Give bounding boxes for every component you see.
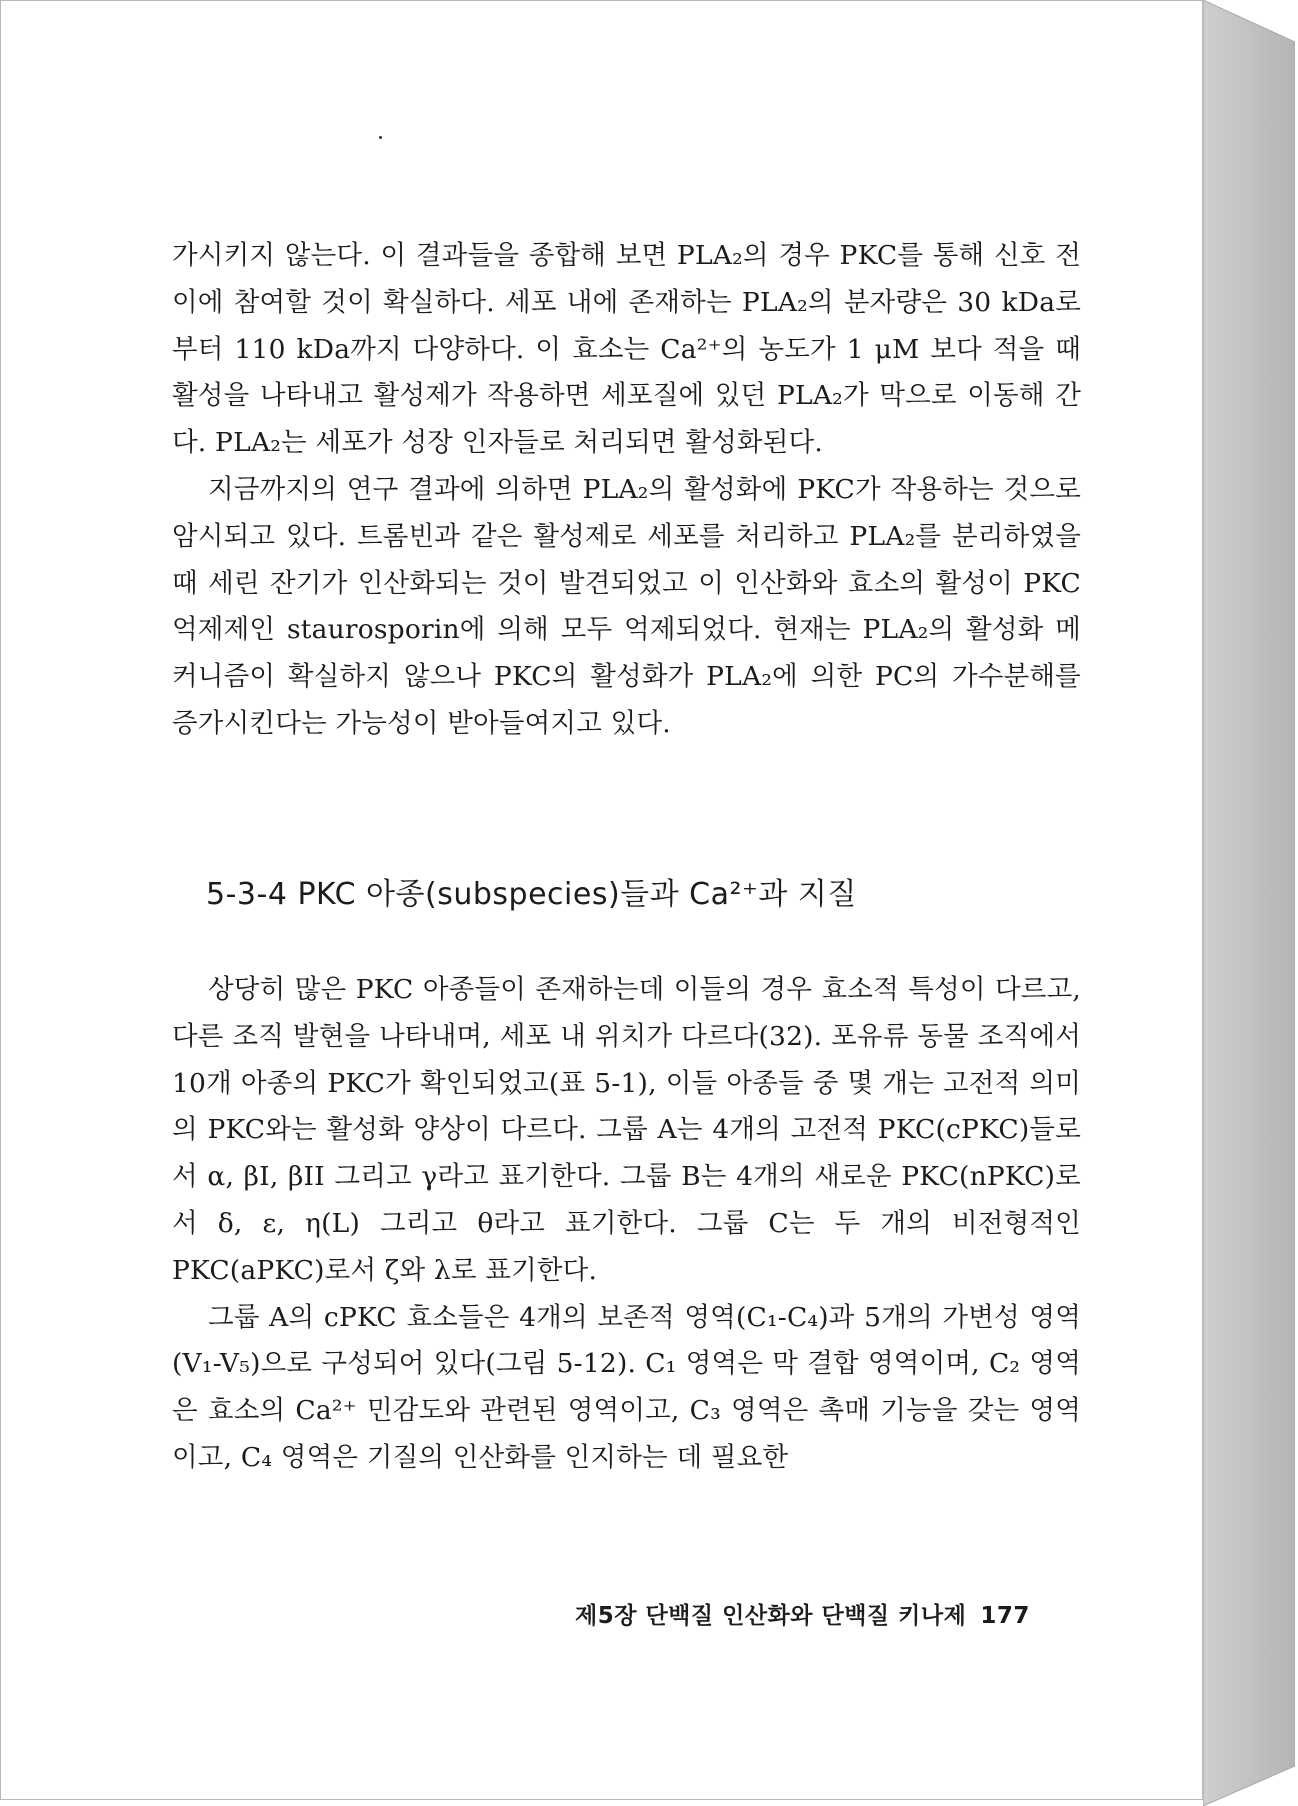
paragraph-cpkc-domains: 그룹 A의 cPKC 효소들은 4개의 보존적 영역(C₁-C₄)과 5개의 가변성 영역(V₁-V₅)으로 구성되어 있다(그림 5-12). C₁ 영역은 막 결합 영역이며, C₂ 영역은 효소의 Ca²⁺ 민감도와 관련된 영역이고, C₃ 영역은 촉매 기능을 갖는 영역이고, C₄ 영역은 기질의 인산화를 인지하는 데 필요한: [172, 1301, 1081, 1473]
paragraph-pla2-activation: 지금까지의 연구 결과에 의하면 PLA₂의 활성화에 PKC가 작용하는 것으로 암시되고 있다. 트롬빈과 같은 활성제로 세포를 처리하고 PLA₂를 분리하였을 때 세린 잔기가 인산화되는 것이 발견되었고 이 인산화와 효소의 활성이 PKC 억제제인 staurosporin에 의해 모두 억제되었다. 현재는 PLA₂의 활성화 메커니즘이 확실하지 않으나 PKC의 활성화가 PLA₂에 의한 PC의 가수분해를 증가시킨다는 가능성이 받아들여지고 있다.: [172, 473, 1081, 739]
paragraph-continuation: 가시키지 않는다. 이 결과들을 종합해 보면 PLA₂의 경우 PKC를 통해 신호 전이에 참여할 것이 확실하다. 세포 내에 존재하는 PLA₂의 분자량은 30 kDa로부터 110 kDa까지 다양하다. 이 효소는 Ca²⁺의 농도가 1 μM 보다 적을 때 활성을 나타내고 활성제가 작용하면 세포질에 있던 PLA₂가 막으로 이동해 간다. PLA₂는 세포가 성장 인자들로 처리되면 활성화된다.: [172, 240, 1081, 459]
page-speck: [379, 136, 382, 139]
body-text-part1: [172, 233, 1081, 748]
paragraph-pkc-subspecies: 상당히 많은 PKC 아종들이 존재하는데 이들의 경우 효소적 특성이 다르고, 다른 조직 발현을 나타내며, 세포 내 위치가 다르다(32). 포유류 동물 조직에서 10개 아종의 PKC가 확인되었고(표 5-1), 이들 아종들 중 몇 개는 고전적 의미의 PKC와는 활성화 양상이 다르다. 그룹 A는 4개의 고전적 PKC(cPKC)들로서 α, βI, βII 그리고 γ라고 표기한다. 그룹 B는 4개의 새로운 PKC(nPKC)로서 δ, ε, η(L) 그리고 θ라고 표기한다. 그룹 C는 두 개의 비전형적인 PKC(aPKC)로서 ζ와 λ로 표기한다.: [172, 974, 1081, 1286]
book-spine-graphic: [1203, 0, 1295, 1806]
page-number: 177: [980, 1603, 1030, 1629]
section-heading: 5-3-4 PKC 아종(subspecies)들과 Ca²⁺과 지질: [206, 877, 857, 912]
running-footer: [575, 1597, 1030, 1630]
book-spine-edge: [1203, 0, 1295, 1806]
body-text-part2: [172, 967, 1081, 1482]
footer-chapter-title: 제5장 단백질 인산화와 단백질 키나제: [575, 1603, 967, 1629]
